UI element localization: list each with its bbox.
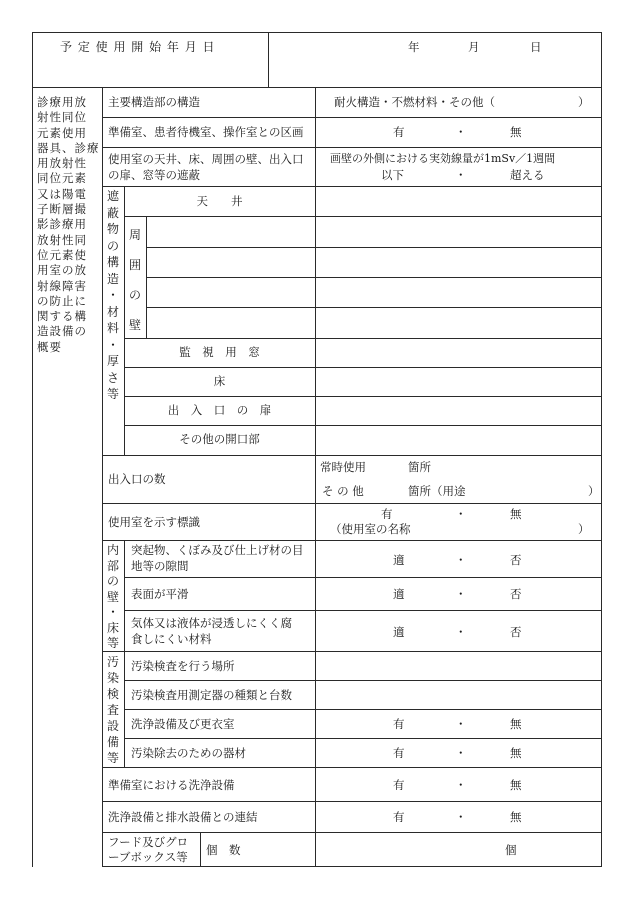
prep-wash-dot: ・ — [455, 778, 467, 792]
shield-material-char: ・ — [106, 337, 119, 352]
ceiling-label: 天 井 — [196, 194, 243, 208]
shield-material-char: 物 — [106, 222, 119, 236]
contamination-label — [104, 654, 122, 766]
divider — [124, 610, 602, 611]
divider — [124, 425, 602, 426]
divider — [102, 503, 602, 504]
section-title-line: の防止に — [37, 293, 87, 308]
divider — [102, 832, 602, 833]
sign-yes: 有 — [381, 507, 393, 521]
shielding-above: 超える — [510, 168, 545, 182]
partition-label: 準備室、患者待機室、操作室との区画 — [108, 125, 304, 139]
hood-unit: 個 — [505, 843, 517, 857]
decon-dot: ・ — [455, 746, 467, 760]
hood-label-1: フード及びグロ — [108, 835, 189, 849]
divider — [124, 709, 602, 710]
shield-material-char: 料 — [106, 321, 119, 335]
sign-room-name: （使用室の名称 — [330, 522, 411, 536]
interior-label — [104, 543, 122, 652]
section-title-line: 射性同位 — [37, 110, 87, 125]
divider — [124, 577, 602, 578]
divider — [124, 680, 602, 681]
prep-wash-no: 無 — [510, 778, 522, 792]
interior-label-char: ・ — [106, 605, 119, 619]
section-title-line: 関する構 — [37, 309, 87, 324]
smooth-ng: 否 — [510, 587, 522, 601]
divider — [146, 307, 602, 308]
divider — [102, 866, 602, 867]
wall-label-char: 周 — [128, 228, 141, 242]
gaps-dot: ・ — [455, 553, 467, 567]
entrance-places-1: 箇所 — [408, 460, 431, 474]
divider — [102, 651, 602, 652]
section-title-line: 位元素使 — [37, 247, 87, 262]
entrance-other: そ の 他 — [322, 484, 364, 498]
material-ng: 否 — [510, 625, 522, 639]
interior-label-char: 内 — [106, 543, 119, 557]
contamination-label-char: 検 — [106, 687, 119, 701]
decon-label: 汚染除去のための器材 — [131, 746, 246, 760]
sign-close: ） — [578, 522, 590, 536]
shielding-label-2: の扉、窓等の遮蔽 — [108, 168, 200, 182]
section-title-line: 器具、診療 — [37, 140, 100, 155]
section-title-line: 用放射性 — [37, 156, 87, 171]
smooth-dot: ・ — [455, 587, 467, 601]
shield-material-char: の — [106, 238, 119, 253]
entrance-count-label: 出入口の数 — [108, 472, 166, 486]
gaps-label-2: 地等の隙間 — [131, 559, 189, 573]
shield-material-char: 造 — [106, 271, 119, 286]
entrance-regular: 常時使用 — [320, 460, 366, 474]
section-title-line: 影診療用 — [37, 217, 87, 232]
wash-change-no: 無 — [510, 717, 522, 731]
material-ok: 適 — [393, 625, 405, 639]
section-title-line: 元素使用 — [37, 125, 87, 140]
partition-dot: ・ — [455, 125, 467, 139]
divider — [200, 832, 201, 866]
shielding-value: 画壁の外側における実効線量が1mSv／1週間 — [330, 152, 556, 165]
wash-change-yes: 有 — [393, 717, 405, 731]
gaps-ok: 適 — [393, 553, 405, 567]
shield-material-char: 材 — [106, 304, 119, 319]
shield-material-char: さ — [106, 370, 119, 385]
interior-label-char: 部 — [106, 558, 119, 573]
start-date-label: 予 定 使 用 開 始 年 月 日 — [60, 40, 216, 54]
drain-link-yes: 有 — [393, 810, 405, 824]
material-label-1: 気体又は液体が浸透しにくく腐 — [131, 616, 292, 630]
divider — [102, 540, 602, 541]
divider — [268, 32, 269, 87]
window-label: 監 視 用 窓 — [179, 345, 260, 359]
section-title-line: 子断層撮 — [37, 202, 87, 217]
divider — [102, 147, 602, 148]
wash-change-dot: ・ — [455, 717, 467, 731]
partition-no: 無 — [510, 125, 522, 139]
sign-no: 無 — [510, 507, 522, 521]
table-border-right — [601, 32, 602, 867]
shielding-label-1: 使用室の天井、床、周囲の壁、出入口 — [108, 152, 304, 166]
entrance-close: ） — [588, 484, 600, 498]
other-opening-label: その他の開口部 — [179, 432, 260, 446]
hood-count-label: 個 数 — [206, 843, 241, 857]
main-structure-value: 耐火構造・不燃材料・その他（ — [334, 95, 495, 109]
prep-wash-label: 準備室における洗浄設備 — [108, 778, 235, 792]
interior-label-char: の — [106, 574, 119, 588]
divider — [146, 247, 602, 248]
smooth-label: 表面が平滑 — [131, 587, 189, 601]
interior-label-char: 等 — [106, 636, 119, 650]
drain-link-label: 洗浄設備と排水設備との連結 — [108, 810, 258, 824]
decon-yes: 有 — [393, 746, 405, 760]
smooth-ok: 適 — [393, 587, 405, 601]
drain-link-dot: ・ — [455, 810, 467, 824]
wall-label — [126, 220, 144, 340]
divider — [124, 216, 602, 217]
prep-wash-yes: 有 — [393, 778, 405, 792]
shield-material-char: 構 — [106, 255, 119, 269]
contamination-label-char: 汚 — [106, 655, 119, 669]
divider — [32, 87, 602, 88]
year-label: 年 — [408, 40, 420, 54]
divider — [102, 87, 103, 867]
contamination-label-char: 備 — [106, 735, 119, 749]
contamination-label-char: 等 — [106, 751, 119, 765]
divider — [102, 117, 602, 118]
main-structure-close: ） — [578, 95, 590, 109]
partition-yes: 有 — [393, 125, 405, 139]
material-label-2: 食しにくい材料 — [131, 632, 212, 646]
section-title-line: 又は陽電 — [37, 186, 87, 201]
floor-label: 床 — [213, 374, 226, 388]
table-border-top — [32, 32, 602, 33]
shield-material-char: 蔽 — [106, 205, 119, 220]
divider — [124, 540, 125, 767]
wash-change-label: 洗浄設備及び更衣室 — [131, 717, 235, 731]
section-title-line: 用室の放 — [37, 263, 87, 278]
material-dot: ・ — [455, 625, 467, 639]
section-title-line: 射線障害 — [37, 278, 87, 293]
shield-material-char: 遮 — [106, 189, 119, 203]
section-title-line: 放射性同 — [37, 232, 87, 247]
gaps-ng: 否 — [510, 553, 522, 567]
shielding-below: 以下 — [381, 168, 404, 182]
day-label: 日 — [530, 40, 542, 54]
hood-label-2: ーブボックス等 — [108, 850, 188, 864]
section-title-line: 造設備の — [37, 324, 87, 339]
drain-link-no: 無 — [510, 810, 522, 824]
inspection-place-label: 汚染検査を行う場所 — [131, 659, 235, 673]
wall-label-char: 壁 — [128, 318, 141, 332]
table-border-left — [32, 32, 33, 867]
wall-label-char: 囲 — [128, 258, 141, 272]
interior-label-char: 床 — [106, 620, 119, 635]
section-title-line: 診療用放 — [37, 95, 87, 109]
contamination-label-char: 査 — [106, 703, 119, 717]
shield-material-char: 等 — [106, 387, 119, 401]
shield-material-char: 厚 — [106, 354, 119, 368]
sign-dot: ・ — [455, 507, 467, 521]
contamination-label-char: 染 — [106, 671, 119, 685]
divider — [146, 277, 602, 278]
instruments-label: 汚染検査用測定器の種類と台数 — [131, 688, 292, 702]
divider — [124, 738, 602, 739]
main-structure-label: 主要構造部の構造 — [108, 95, 200, 109]
contamination-label-char: 設 — [106, 719, 119, 733]
entrance-places-2: 箇所（用途 — [408, 484, 466, 498]
wall-label-char: の — [128, 288, 141, 302]
section-title — [37, 95, 101, 355]
divider — [124, 396, 602, 397]
section-title-line: 同位元素 — [37, 171, 87, 186]
decon-no: 無 — [510, 746, 522, 760]
door-label: 出 入 口 の 扉 — [167, 403, 272, 417]
month-label: 月 — [468, 40, 480, 54]
sign-label: 使用室を示す標識 — [108, 515, 200, 529]
section-title-line: 概要 — [37, 339, 62, 354]
divider — [102, 801, 602, 802]
divider — [124, 367, 602, 368]
divider — [124, 338, 602, 339]
divider — [315, 87, 316, 866]
divider — [102, 186, 602, 187]
interior-label-char: 壁 — [106, 589, 119, 604]
shield-material-char: ・ — [106, 288, 119, 302]
divider — [102, 767, 602, 768]
divider — [102, 455, 602, 456]
shielding-dot: ・ — [455, 168, 467, 182]
shield-material-label — [104, 188, 122, 403]
gaps-label-1: 突起物、くぼみ及び仕上げ材の目 — [131, 543, 304, 557]
